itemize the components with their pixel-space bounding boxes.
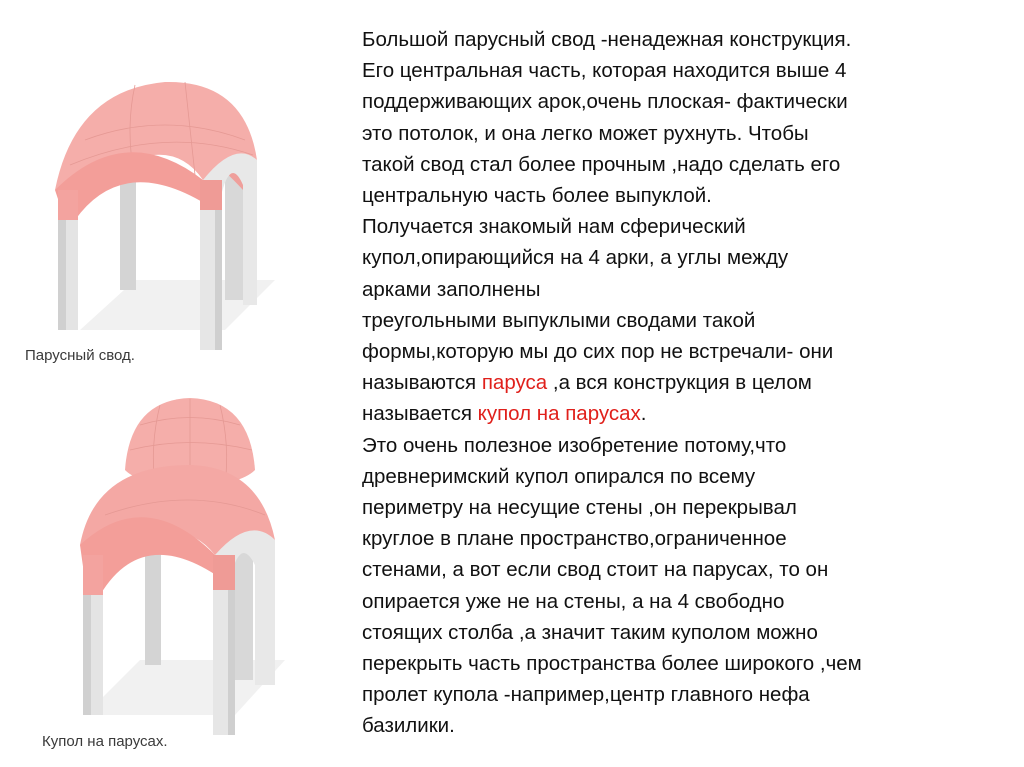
text-segment: центральную часть более выпуклой.: [362, 184, 712, 208]
dome-on-pendentives-caption: Купол на парусах.: [42, 733, 168, 750]
text-segment: стоящих столба ,а значит таким куполом можно: [362, 620, 818, 644]
text-line: [362, 180, 962, 211]
sail-vault-illustration: [25, 70, 315, 350]
text-line: [362, 492, 962, 523]
text-segment: треугольными выпуклыми сводами такой: [362, 308, 756, 332]
text-line: [362, 617, 962, 648]
text-segment: Большой парусный свод -ненадежная конструкция.: [362, 28, 852, 51]
text-segment: купол,опирающийся на 4 арки, а углы между: [362, 246, 789, 270]
text-line: [362, 118, 962, 149]
text-segment: это потолок, и она легко может рухнуть. Чтобы: [362, 121, 809, 145]
text-segment: пролет купола -например,центр главного нефа: [362, 683, 810, 707]
text-line: [362, 211, 962, 242]
text-line: [362, 710, 962, 741]
text-line: [362, 367, 962, 398]
text-line: [362, 149, 962, 180]
text-line: [362, 679, 962, 710]
text-segment: .: [640, 402, 647, 426]
text-line: [362, 274, 962, 305]
sail-vault-caption: Парусный свод.: [25, 347, 135, 364]
text-segment: поддерживающих арок,очень плоская- фактически: [362, 90, 848, 114]
text-segment: арками заполнены: [362, 277, 541, 301]
text-segment: формы,которую мы до сих пор не встречали- они: [362, 340, 834, 364]
text-line: [362, 523, 962, 554]
text-segment: круглое в плане пространство,ограниченное: [362, 527, 787, 551]
text-line: [362, 430, 962, 461]
text-segment: базилики.: [362, 714, 455, 738]
text-line: [362, 461, 962, 492]
text-segment: опирается уже не на стены, а на 4 свободно: [362, 589, 785, 613]
dome-on-pendentives-illustration: [25, 395, 315, 740]
text-segment: называется: [362, 402, 478, 426]
text-line: [362, 648, 962, 679]
text-segment: стенами, а вот если свод стоит на парусах, то он: [362, 558, 829, 582]
text-segment: Его центральная часть, которая находится выше 4: [362, 59, 847, 83]
text-segment: древнеримский купол опирался по всему: [362, 464, 756, 488]
text-segment: Получается знакомый нам сферический: [362, 215, 746, 239]
text-line: [362, 398, 962, 429]
text-line: [362, 554, 962, 585]
text-segment: ,а вся конструкция в целом: [547, 371, 812, 395]
text-segment: такой свод стал более прочным ,надо сделать его: [362, 152, 841, 176]
highlighted-term: паруса: [481, 371, 548, 395]
dome-on-pendentives-figure: [25, 395, 315, 740]
text-segment: Это очень полезное изобретение потому,что: [362, 433, 787, 457]
text-line: [362, 86, 962, 117]
text-segment: называются: [362, 371, 482, 395]
text-line: [362, 586, 962, 617]
text-line: [362, 305, 962, 336]
text-line: [362, 242, 962, 273]
text-line: [362, 24, 962, 55]
main-text: [362, 24, 962, 742]
text-segment: периметру на несущие стены ,он перекрывал: [362, 496, 797, 520]
highlighted-term: купол на парусах: [477, 402, 641, 426]
text-line: [362, 55, 962, 86]
sail-vault-figure: [25, 70, 315, 350]
text-segment: перекрыть часть пространства более широкого ,чем: [362, 652, 862, 676]
text-line: [362, 336, 962, 367]
